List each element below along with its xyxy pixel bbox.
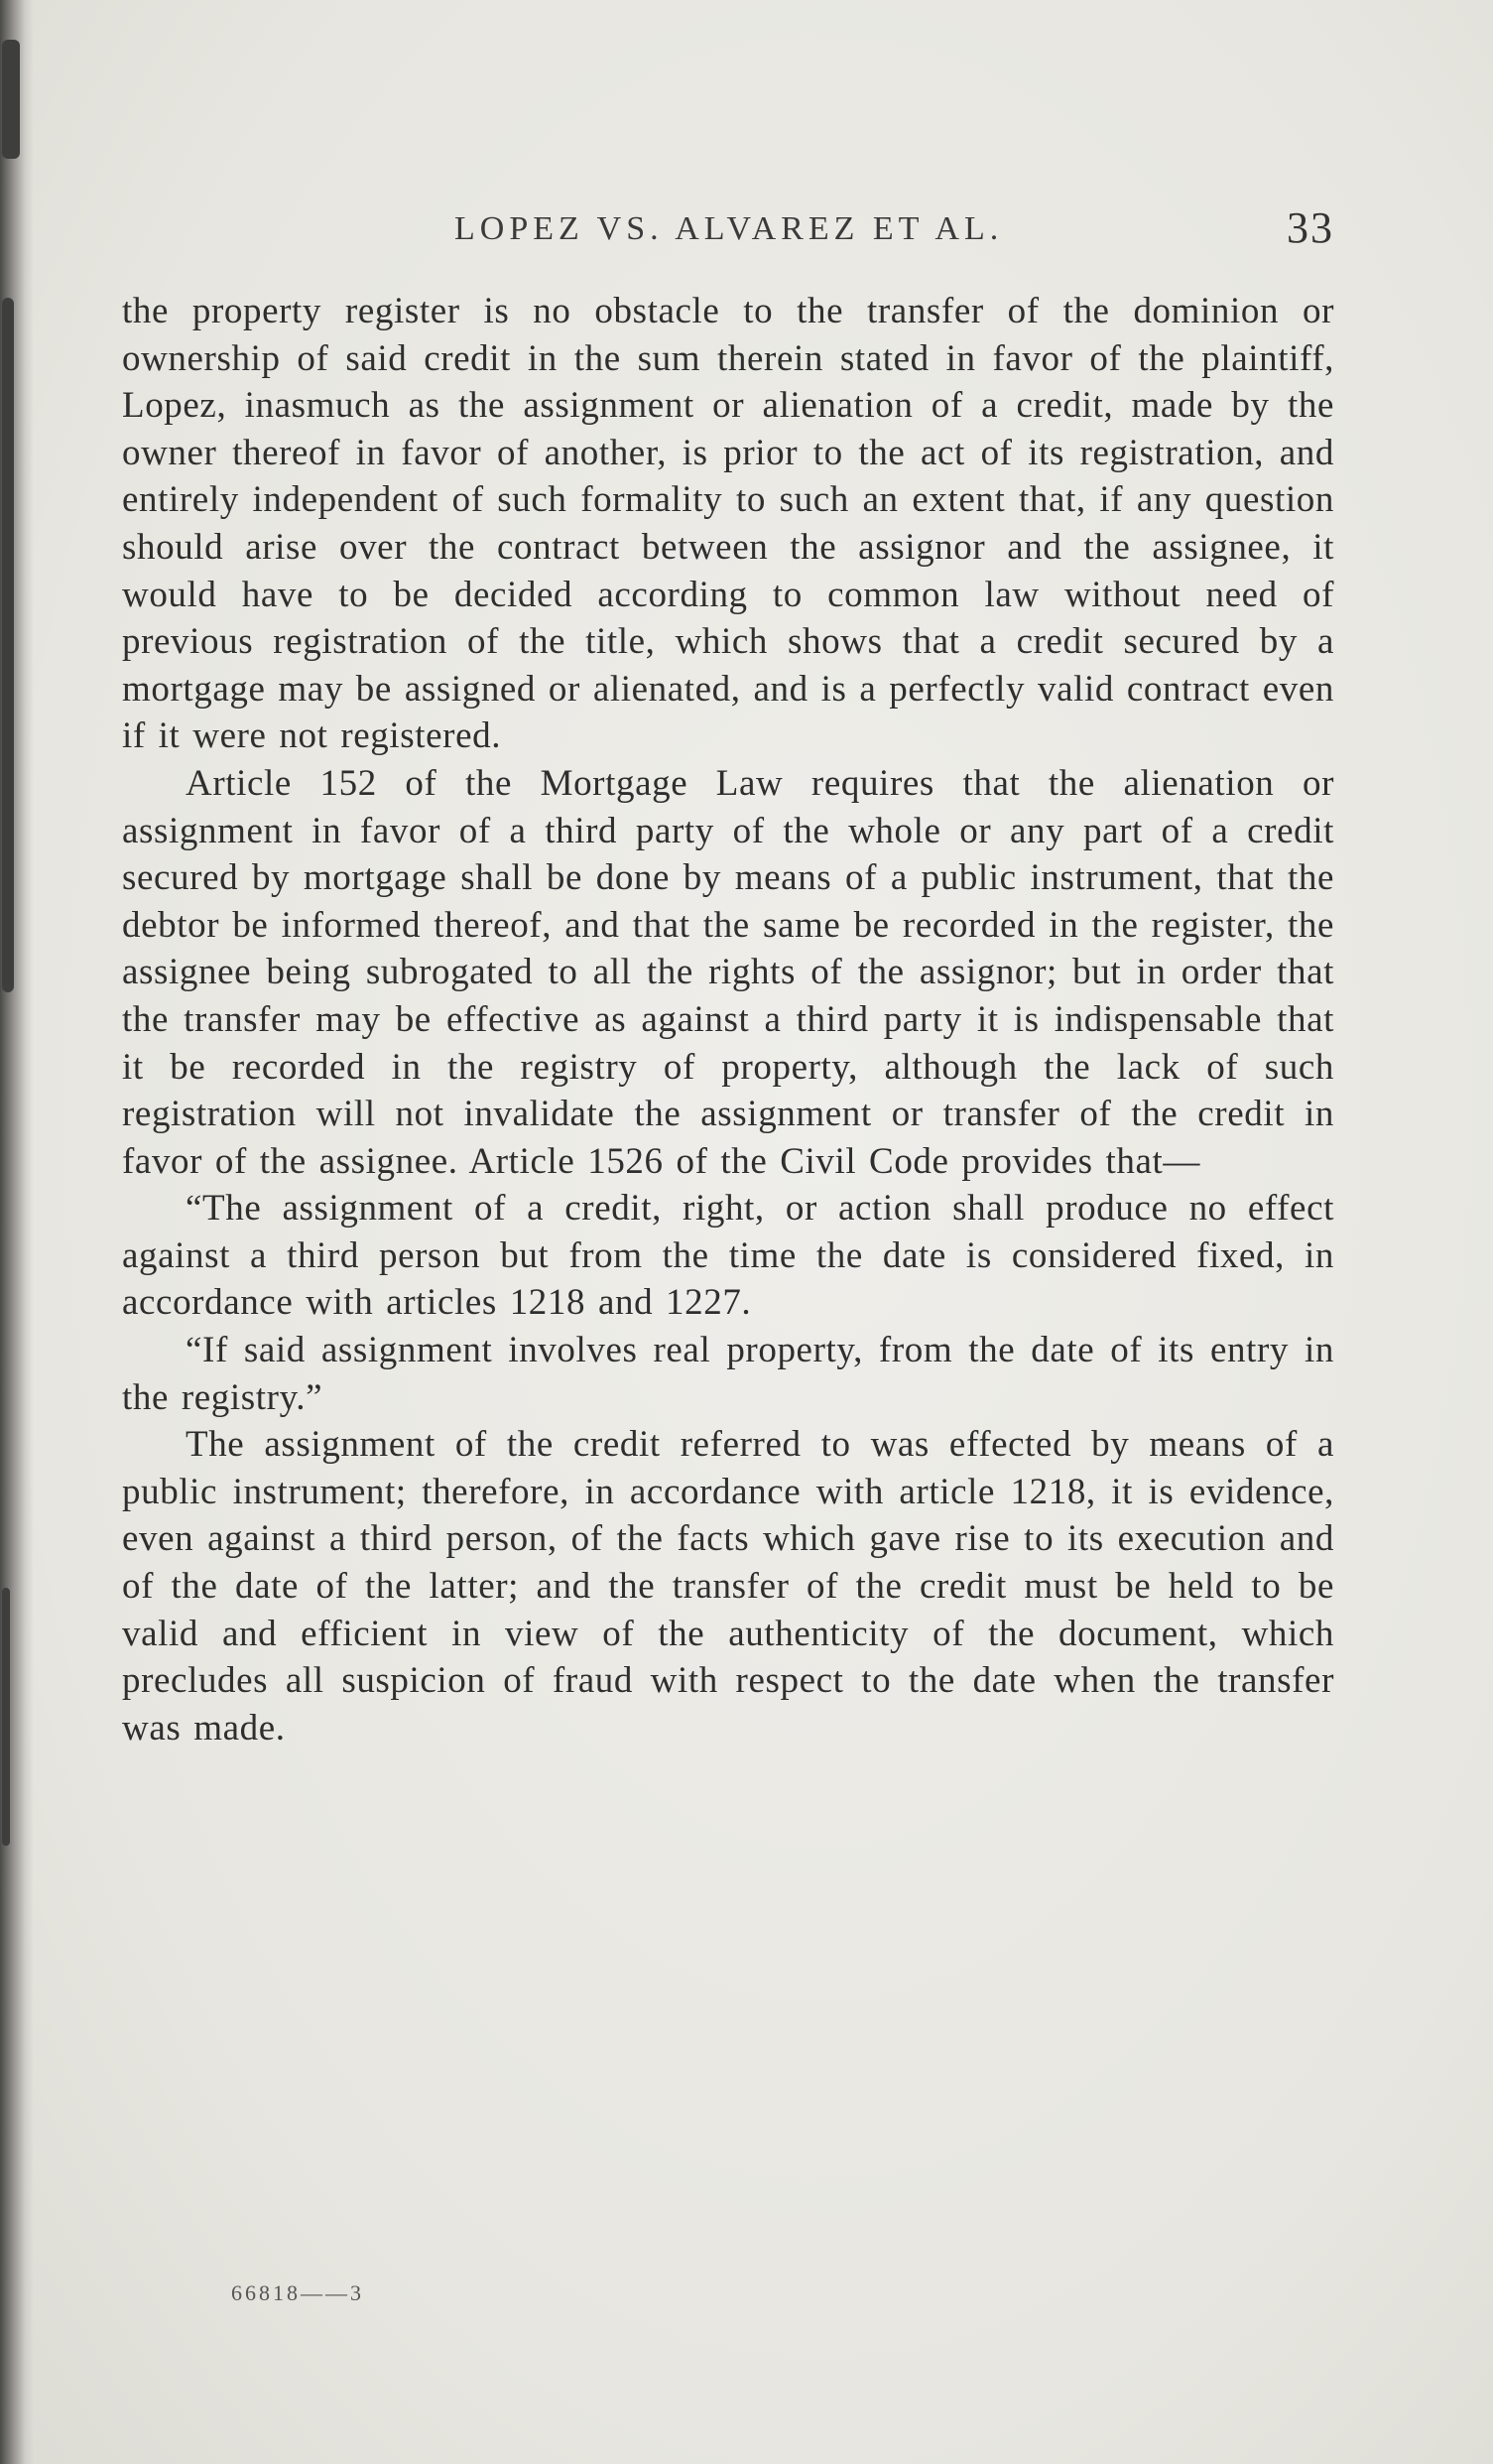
body-text <box>122 288 1334 1751</box>
running-head: LOPEZ VS. ALVAREZ ET AL. <box>454 210 1004 247</box>
spine-binding-mark <box>2 298 14 992</box>
spine-binding-mark <box>2 1588 10 1846</box>
paragraph: the property register is no obstacle to the transfer of the dominion or ownership of said credit in the sum therein stated in favor of the plaintiff, Lopez, inasmuch as the assignment or alienation of a credit, made by the owner thereof in favor of another, is prior to the act of its registration, and entirely independent of such formality to such an extent that, if any question should arise over the contract between the assignor and the assignee, it would have to be decided according to common law without need of previous registration of the title, which shows that a credit secured by a mortgage may be assigned or alienated, and is a perfectly valid contract even if it were not registered. <box>122 291 1334 757</box>
printer-signature-mark: 66818——3 <box>231 2280 364 2305</box>
paragraph: The assignment of the credit referred to was effected by means of a public instrument; therefore, in accordance with article 1218, it is evidence, even against a third person, of the facts which gave rise to its execution and of the date of the latter; and the transfer of the credit must be held to be valid and efficient in view of the authenticity of the document, which precludes all suspicion of fraud with respect to the date when the transfer was made. <box>122 1424 1334 1749</box>
page-number: 33 <box>1287 203 1334 252</box>
paragraph: Article 152 of the Mortgage Law requires that the alienation or assignment in favor of a third party of the whole or any part of a credit secured by mortgage shall be done by means of a public instrument, that the debtor be informed thereof, and that the same be recorded in the register, the assignee being subrogated to all the rights of the assignor; but in order that the transfer may be effective as against a third party it is indispensable that it be recorded in the registry of property, although the lack of such registration will not invalidate the assignment or transfer of the credit in favor of the assignee. Article 1526 of the Civil Code provides that— <box>122 762 1334 1182</box>
book-spine-shadow <box>0 0 34 2464</box>
quoted-paragraph: “The assignment of a credit, right, or action shall produce no effect against a third person but from the time the date is considered fixed, in accordance with articles 1218 and 1227. <box>122 1188 1334 1324</box>
page-header <box>122 202 1334 262</box>
spine-binding-mark <box>2 40 20 159</box>
quoted-paragraph: “If said assignment involves real property, from the date of its entry in the registry.” <box>122 1330 1334 1418</box>
